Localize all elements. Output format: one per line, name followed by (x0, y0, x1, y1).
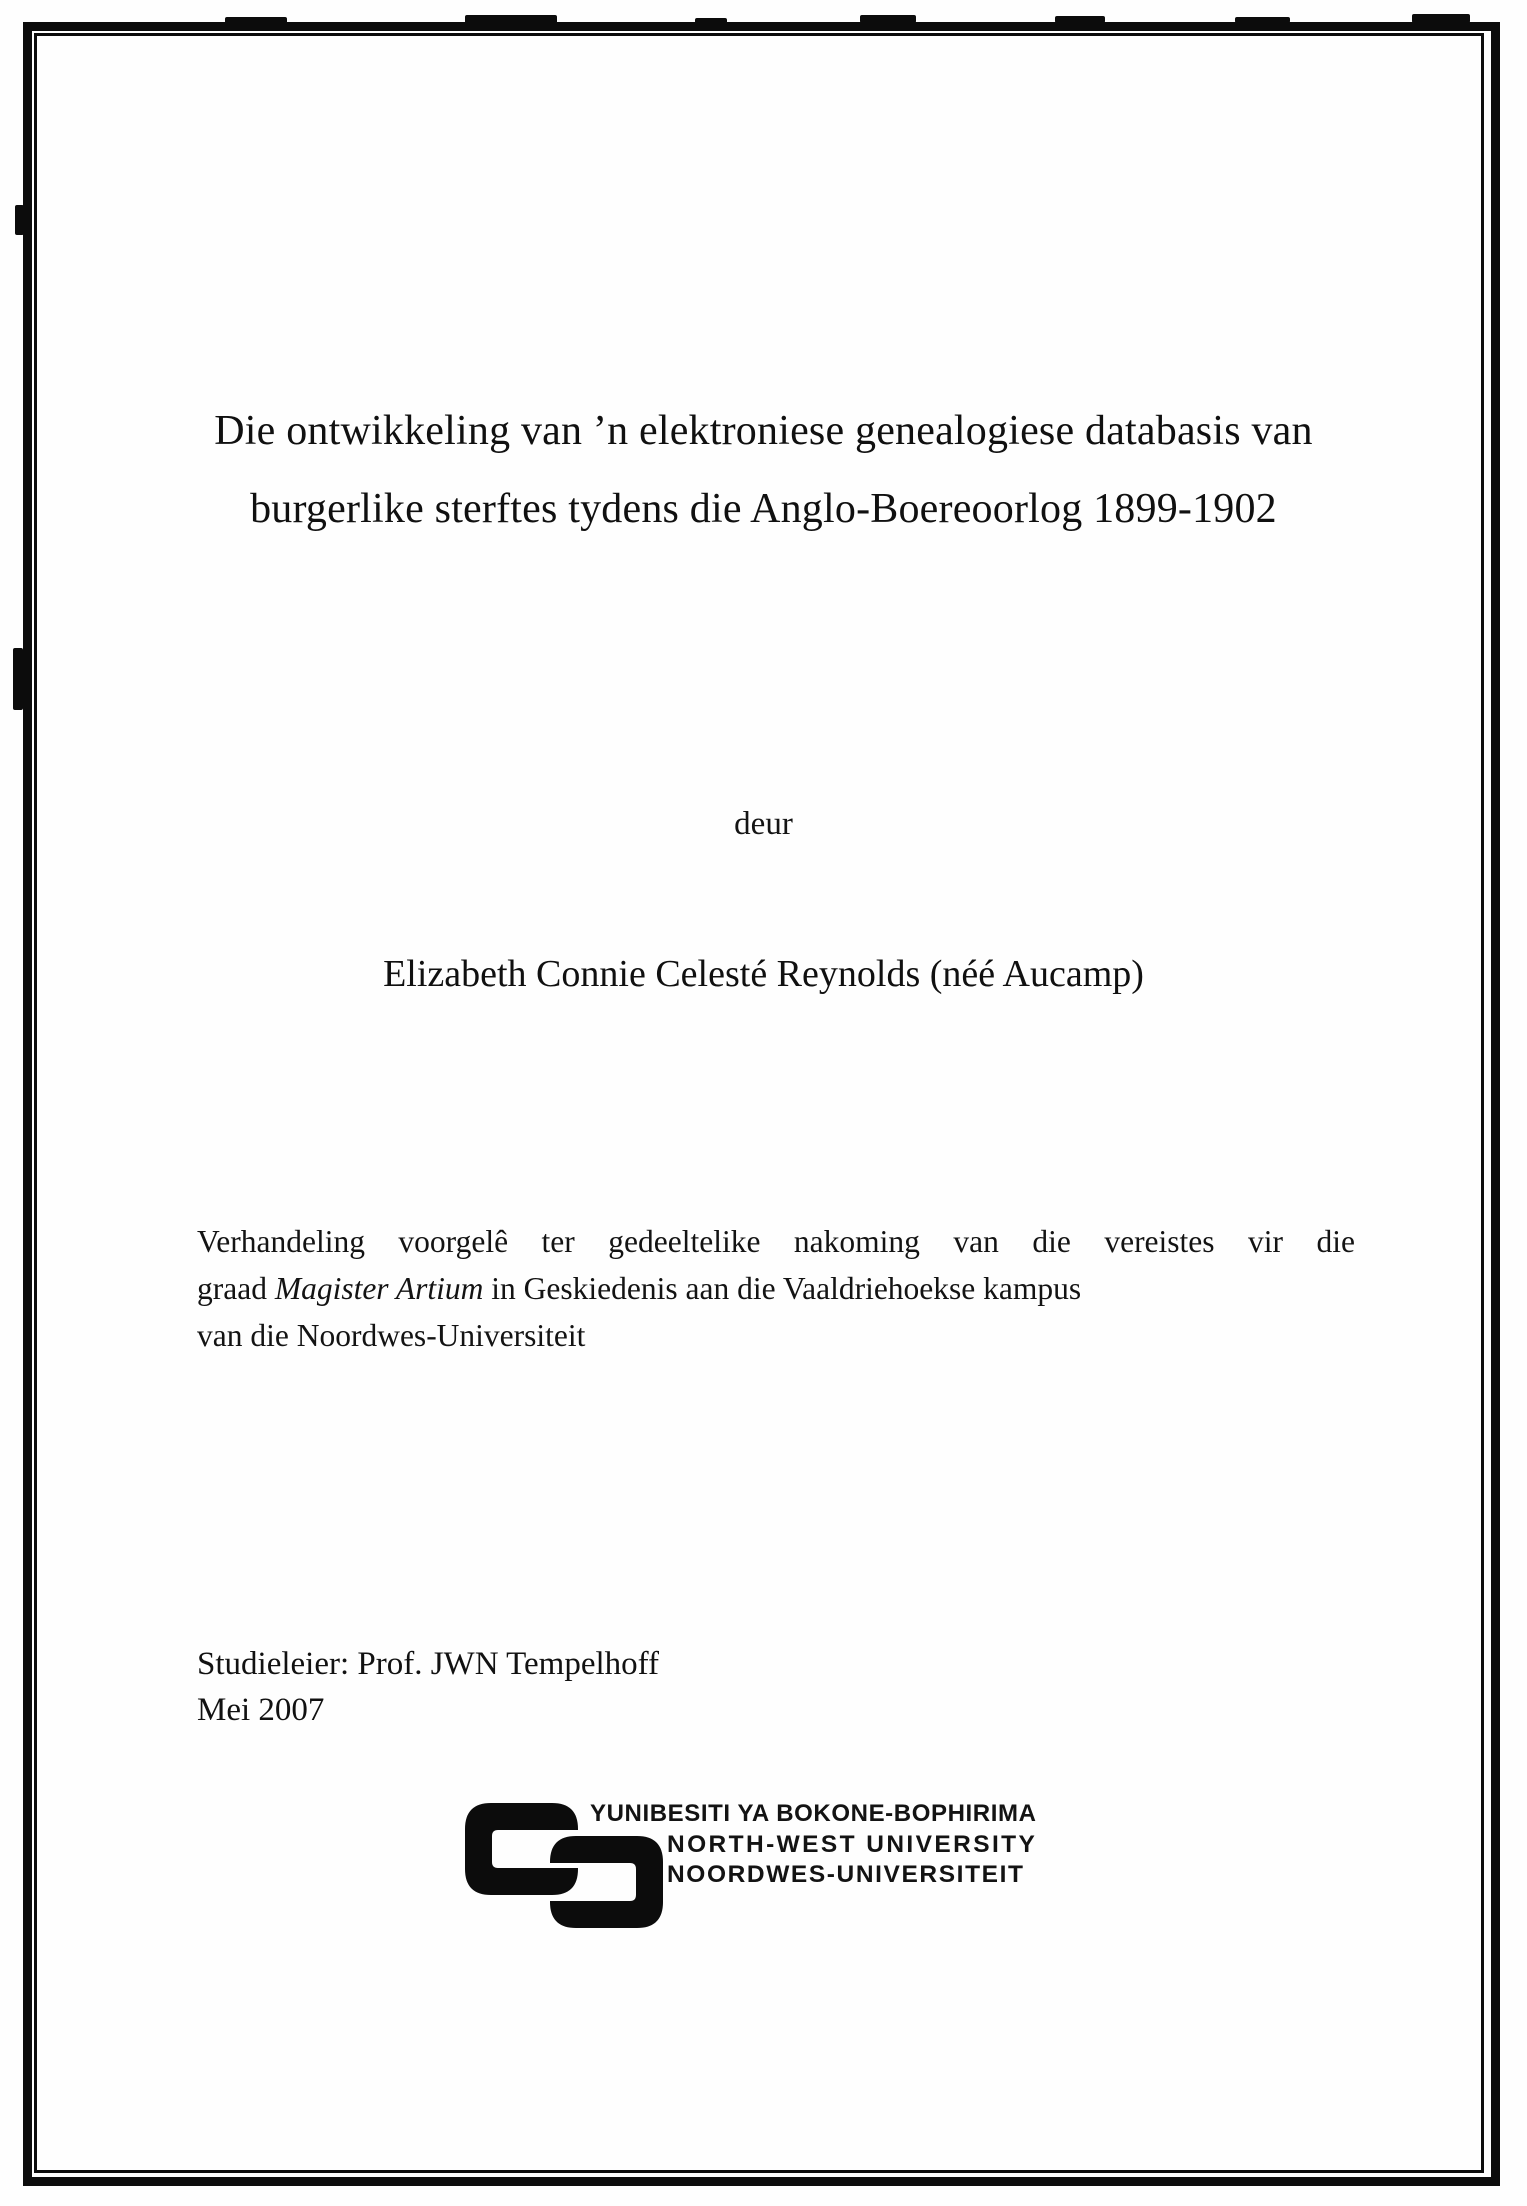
thesis-statement (197, 1218, 1355, 1359)
degree-text-post: in Geskiedenis aan die Vaaldriehoekse kampus (483, 1271, 1082, 1306)
byline-label: deur (734, 806, 793, 842)
thesis-title-line-2: burgerlike sterftes tydens die Anglo-Boereoorlog 1899-1902 (250, 486, 1277, 532)
thesis-title-line-1: Die ontwikkeling van ’n elektroniese genealogiese databasis van (214, 408, 1313, 454)
scan-artifact (1412, 14, 1470, 23)
thesis-statement-line-2 (197, 1265, 1355, 1312)
scan-artifact (1235, 17, 1290, 23)
thesis-statement-line-3: van die Noordwes-Universiteit (197, 1318, 586, 1353)
supervisor-block (197, 1641, 659, 1733)
scan-artifact (13, 648, 23, 710)
thesis-statement-line-1: Verhandeling voorgelê ter gedeeltelike nakoming van die vereistes vir die (197, 1224, 1355, 1259)
logo-text-setswana: YUNIBESITI YA BOKONE-BOPHIRIMA (590, 1800, 1037, 1827)
supervisor-line: Studieleier: Prof. JWN Tempelhoff (197, 1646, 660, 1682)
degree-name: Magister Artium (274, 1271, 484, 1306)
logo-text-afrikaans: NOORDWES-UNIVERSITEIT (667, 1861, 1025, 1888)
date-line: Mei 2007 (197, 1692, 325, 1728)
author-name: Elizabeth Connie Celesté Reynolds (néé Aucamp) (383, 953, 1144, 995)
thesis-title (90, 392, 1437, 548)
scan-artifact (695, 18, 727, 24)
degree-text-pre: graad (197, 1271, 275, 1306)
scan-artifact (225, 17, 287, 24)
scan-artifact (860, 15, 916, 23)
logo-text-english: NORTH-WEST UNIVERSITY (667, 1831, 1038, 1858)
scan-artifact (465, 15, 557, 24)
scan-artifact (1055, 16, 1105, 23)
scan-artifact (15, 205, 24, 235)
